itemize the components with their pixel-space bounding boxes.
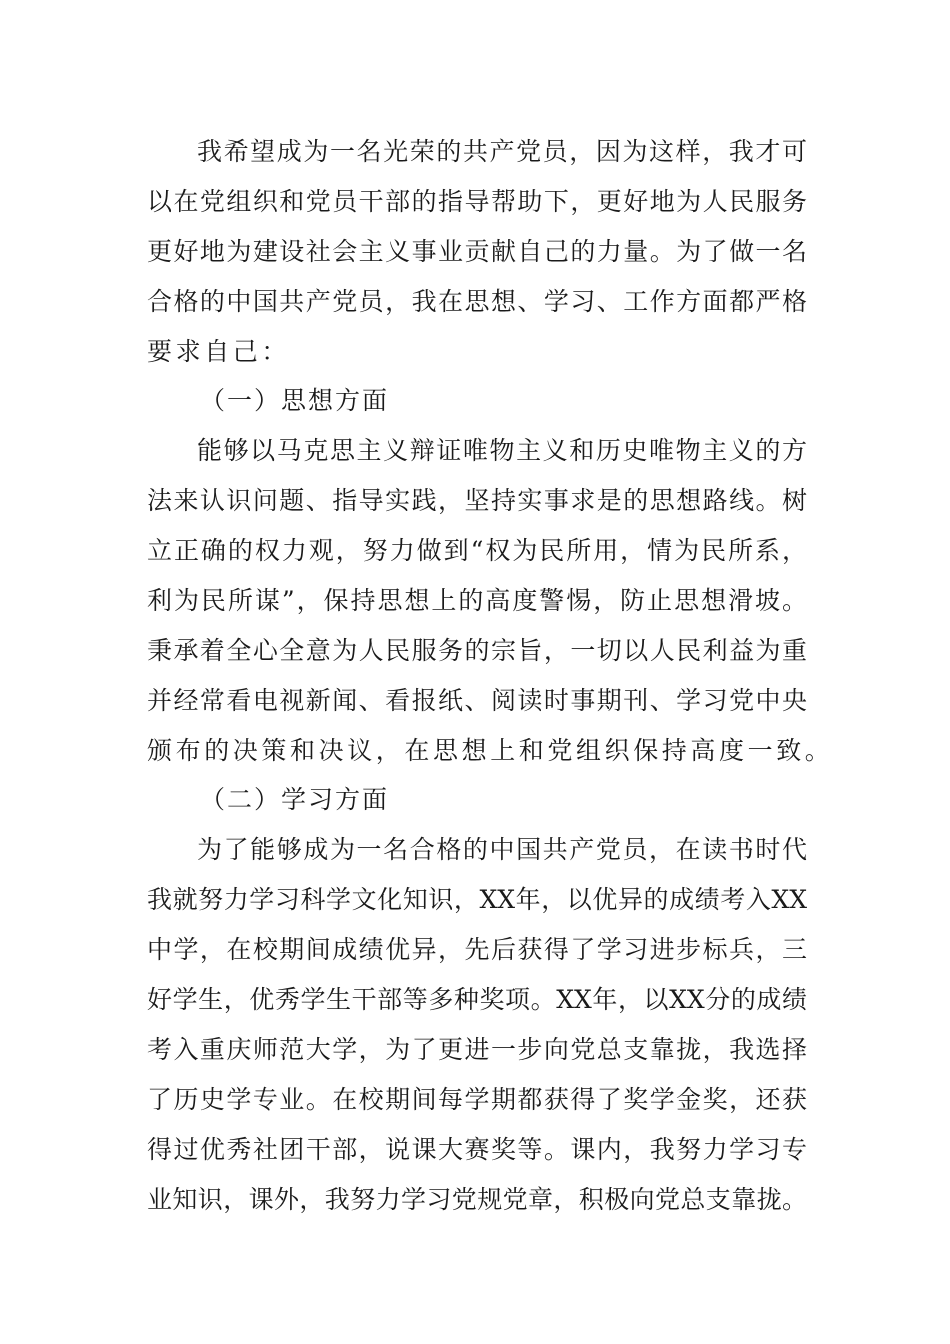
paragraph-thought-line-6: 并经常看电视新闻、看报纸、阅读时事期刊、学习党中央: [147, 686, 807, 715]
paragraph-study-line-1: 为了能够成为一名合格的中国共产党员，在读书时代: [197, 835, 807, 864]
paragraph-thought-line-3: 立正确的权力观，努力做到“权为民所用，情为民所系，: [147, 536, 807, 565]
section-heading-study: （二）学习方面: [200, 785, 390, 814]
paragraph-study-line-4: 好学生，优秀学生干部等多种奖项。XX年，以XX分的成绩: [147, 985, 807, 1014]
paragraph-study-line-8: 业知识，课外，我努力学习党规党章，积极向党总支靠拢。: [147, 1185, 807, 1214]
paragraph-thought-line-5: 秉承着全心全意为人民服务的宗旨，一切以人民利益为重: [147, 636, 807, 665]
paragraph-study-line-5: 考入重庆师范大学，为了更进一步向党总支靠拢，我选择: [147, 1035, 807, 1064]
paragraph-thought-line-4: 利为民所谋”，保持思想上的高度警惕，防止思想滑坡。: [147, 586, 807, 615]
paragraph-thought-line-2: 法来认识问题、指导实践，坚持实事求是的思想路线。树: [147, 486, 807, 515]
paragraph-study-line-7: 得过优秀社团干部，说课大赛奖等。课内，我努力学习专: [147, 1135, 807, 1164]
paragraph-thought-line-1: 能够以马克思主义辩证唯物主义和历史唯物主义的方: [197, 436, 807, 465]
section-heading-thought: （一）思想方面: [200, 386, 390, 415]
paragraph-study-line-3: 中学，在校期间成绩优异，先后获得了学习进步标兵，三: [147, 935, 807, 964]
paragraph-study-line-2: 我就努力学习科学文化知识，XX年，以优异的成绩考入XX: [147, 885, 807, 914]
paragraph-thought-line-7: 颁布的决策和决议，在思想上和党组织保持高度一致。: [147, 736, 834, 765]
paragraph-intro-line-2: 以在党组织和党员干部的指导帮助下，更好地为人民服务: [147, 187, 807, 216]
paragraph-intro-line-5: 要求自己：: [147, 337, 291, 366]
paragraph-study-line-6: 了历史学专业。在校期间每学期都获得了奖学金奖，还获: [147, 1085, 807, 1114]
paragraph-intro-line-3: 更好地为建设社会主义事业贡献自己的力量。为了做一名: [147, 237, 807, 266]
paragraph-intro-line-4: 合格的中国共产党员，我在思想、学习、工作方面都严格: [147, 287, 807, 316]
paragraph-intro-line-1: 我希望成为一名光荣的共产党员，因为这样，我才可: [197, 137, 807, 166]
